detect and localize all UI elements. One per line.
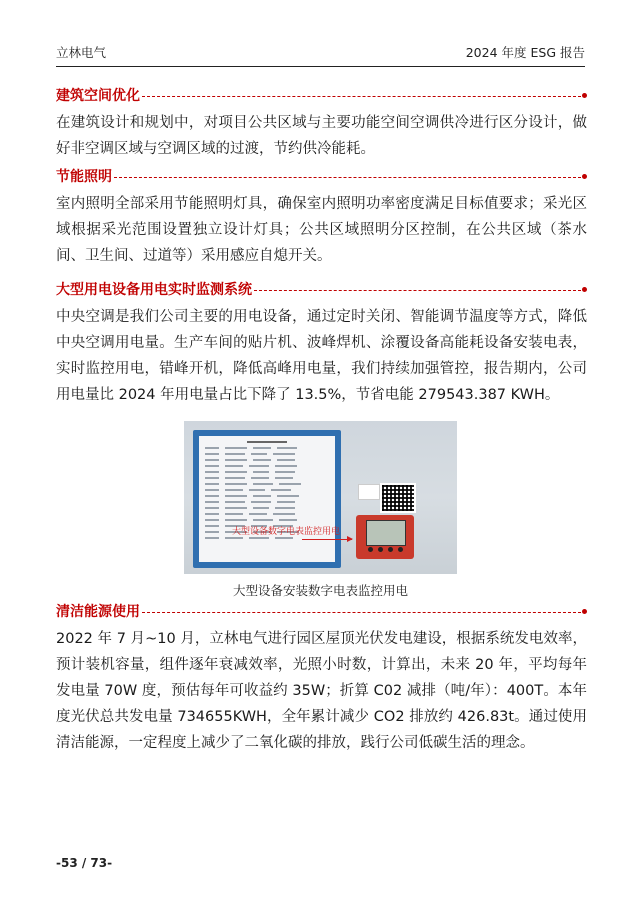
photo-annotation: 大型设备数字电表监控用电 xyxy=(232,527,341,537)
header-report-title: 2024 年度 ESG 报告 xyxy=(465,45,585,60)
meter-photo xyxy=(184,421,457,574)
section-title-text: 清洁能源使用 xyxy=(56,604,140,620)
digital-meter xyxy=(356,515,414,559)
dashed-rule xyxy=(114,177,581,178)
dashed-rule xyxy=(142,96,581,97)
meter-screen xyxy=(366,520,406,546)
section-title-text: 建筑空间优化 xyxy=(56,88,140,104)
section-body-clean-energy: 2022 年 7 月~10 月，立林电气进行园区屋顶光伏发电建设，根据系统发电效率，预计装机容量，组件逐年衰减效率，光照小时数，计算出，未来 20 年，平均每年发电量 70W 度，预估每年可收益约 35W；折算 C02 减排（吨/年）：400T。本年度光伏总共发电量 734655KWH，全年累计减少 CO2 排放约 426.83t。通过使用清洁能源，一定程度上减少了二氧化碳的排放，践行公司低碳生活的理念。 xyxy=(56,631,587,751)
section-body-building-space: 在建筑设计和规划中，对项目公共区域与主要功能空间空调供冷进行区分设计，做好非空调区域与空调区域的过渡，节约供冷能耗。 xyxy=(56,115,587,157)
page-number: -53 / 73- xyxy=(56,856,113,870)
dashed-rule xyxy=(254,290,581,291)
section-body-power-monitoring: 中央空调是我们公司主要的用电设备，通过定时关闭、智能调节温度等方式，降低中央空调用电量。生产车间的贴片机、波峰焊机、涂覆设备高能耗设备安装电表，实时监控用电，错峰开机，降低高峰用电量，我们持续加强管控，报告期内，公司用电量比 2024 年用电量占比下降了 13.5%，节省电能 279543.387 KWH。 xyxy=(56,309,587,403)
rule-end-dot xyxy=(582,609,587,614)
section-title-lighting xyxy=(56,166,587,186)
rule-end-dot xyxy=(582,174,587,179)
figure-caption: 大型设备安装数字电表监控用电 xyxy=(232,583,408,598)
section-title-text: 节能照明 xyxy=(56,169,112,185)
arrow-icon xyxy=(302,539,352,540)
qr-code-icon xyxy=(380,483,416,513)
header-divider xyxy=(56,66,585,67)
dashed-rule xyxy=(142,612,581,613)
section-title-clean-energy xyxy=(56,601,587,621)
label-tag xyxy=(358,484,380,500)
record-sheet xyxy=(199,436,335,562)
meter-buttons xyxy=(368,547,403,552)
section-title-text: 大型用电设备用电实时监测系统 xyxy=(56,282,252,298)
rule-end-dot xyxy=(582,93,587,98)
section-title-power-monitoring xyxy=(56,279,587,299)
header-company: 立林电气 xyxy=(56,45,107,60)
section-title-building-space xyxy=(56,85,587,105)
notice-board xyxy=(193,430,341,568)
rule-end-dot xyxy=(582,287,587,292)
section-body-lighting: 室内照明全部采用节能照明灯具，确保室内照明功率密度满足目标值要求；采光区域根据采光范围设置独立设计灯具；公共区域照明分区控制，在公共区域（茶水间、卫生间、过道等）采用感应自熄开关。 xyxy=(56,196,587,264)
